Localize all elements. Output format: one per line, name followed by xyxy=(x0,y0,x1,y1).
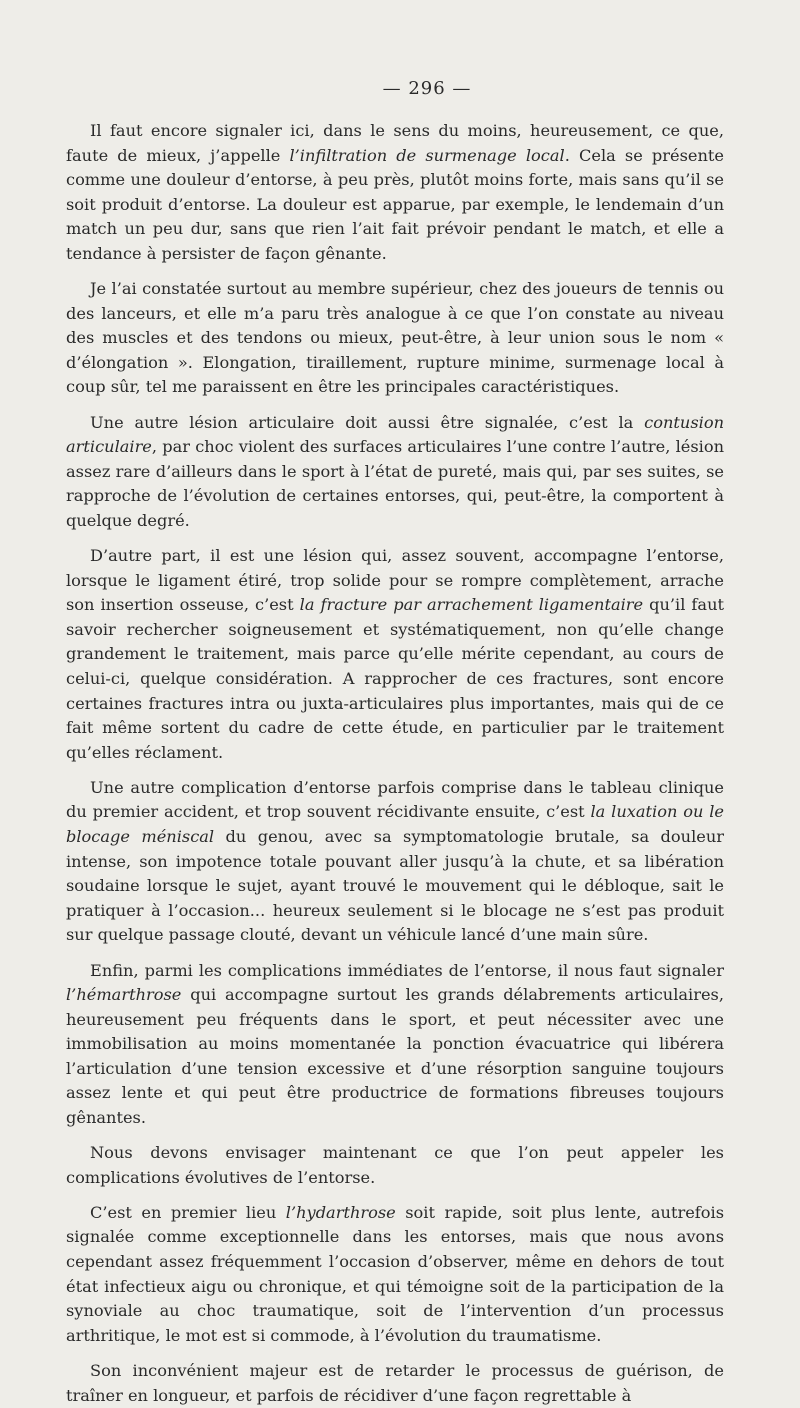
paragraph xyxy=(66,119,724,267)
paragraph xyxy=(66,776,724,948)
text-run: Il faut encore signaler ici, dans le sens du moins, heureusement, ce que, faute de mieux, j’appelle xyxy=(66,121,724,165)
text-run: soit rapide, soit plus lente, autrefois signalée comme exceptionnelle dans les entorses, mais que nous avons cependant assez fréquemment l’occasion d’observer, même en dehors de tout état infectieux aigu ou chronique, et qui témoigne soit de la participation de la synoviale au choc traumatique, soit de l’intervention d’un processus arthritique, le mot est si commode, à l’évolution du traumatisme. xyxy=(66,1202,724,1345)
text-run: qui accompagne surtout les grands délabrements articulaires, heureusement peu fréquents dans le sport, et peut nécessiter avec une immobilisation au moins momentanée la ponction évacuatrice qui libérera l’articulation d’une tension excessive et d’une résorption sanguine toujours assez lente et qui peut être productrice de formations fibreuses toujours gênantes. xyxy=(66,985,724,1128)
paragraph xyxy=(66,1201,724,1349)
paragraph xyxy=(66,411,724,534)
paragraph xyxy=(66,1141,724,1190)
text-run: D’autre part, il est une lésion qui, assez souvent, accompagne l’entorse, lorsque le ligament étiré, trop solide pour se rompre complètement, arrache son insertion osseuse, c’est xyxy=(66,546,724,615)
paragraph xyxy=(66,277,724,400)
italic-term: l’infiltration de surmenage local xyxy=(289,145,565,165)
text-run: qu’il faut savoir rechercher soigneusement et systématiquement, non qu’elle change grandement le traitement, mais parce qu’elle mérite cependant, au cours de celui-ci, quelque considération. A rapprocher de ces fractures, sont encore certaines fractures intra ou juxta-articulaires plus importantes, mais qui de ce fait même sortent du cadre de cette étude, en particulier par le traitement qu’elles réclament. xyxy=(66,595,724,762)
text-run: Une autre lésion articulaire doit aussi être signalée, c’est la xyxy=(90,412,645,432)
text-run: Son inconvénient majeur est de retarder le processus de guérison, de traîner en longueur, et parfois de récidiver d’une façon regrettable à xyxy=(66,1360,724,1405)
text-run: Une autre complication d’entorse parfois comprise dans le tableau clinique du premier accident, et trop souvent récidivante ensuite, c’est xyxy=(66,777,724,822)
text-run: , par choc violent des surfaces articulaires l’une contre l’autre, lésion assez rare d’ailleurs dans le sport à l’état de pureté, mais qui, par ses suites, se rapproche de l’évolution de certaines entorses, qui, peut-être, la comportent à quelque degré. xyxy=(66,437,724,530)
text-run: du genou, avec sa symptomatologie brutale, sa douleur intense, son impotence totale pouvant aller jusqu’à la chute, et sa libération soudaine lorsque le sujet, ayant trouvé le mouvement qui le débloque, sait le pratiquer à l’occasion... heureux seulement si le blocage ne s’est pas produit sur quelque passage clouté, devant un véhicule lancé d’une main sûre. xyxy=(66,827,724,945)
text-run: . Cela se présente comme une douleur d’entorse, à peu près, plutôt moins forte, mais sans qu’il se soit produit d’entorse. La douleur est apparue, par exemple, le lendemain d’un match un peu dur, sans que rien l’ait fait prévoir pendant le match, et elle a tendance à persister de façon gênante. xyxy=(66,145,724,263)
italic-term: l’hydarthrose xyxy=(285,1202,396,1222)
italic-term: la fracture par arrachement ligamentaire xyxy=(299,595,644,615)
italic-term: la luxation ou le blocage méniscal xyxy=(66,802,724,847)
paragraph xyxy=(66,1359,724,1408)
text-run: Nous devons envisager maintenant ce que l’on peut appeler les complications évolutives de l’entorse. xyxy=(66,1143,724,1187)
paragraph xyxy=(66,544,724,765)
text-run: Enfin, parmi les complications immédiates de l’entorse, il nous faut signaler xyxy=(90,960,724,980)
italic-term: l’hémarthrose xyxy=(66,985,182,1005)
italic-term: contusion articulaire xyxy=(66,412,724,457)
document-body xyxy=(66,119,724,1408)
paragraph xyxy=(66,959,724,1131)
text-run: Je l’ai constatée surtout au membre supérieur, chez des joueurs de tennis ou des lanceurs, et elle m’a paru très analogue à ce que l’on constate au niveau des muscles et des tendons ou mieux, peut-être, à leur union sous le nom « d’élongation ». Elongation, tiraillement, rupture minime, surmenage local à coup sûr, tel me paraissent en être les principales caractéristiques. xyxy=(66,279,724,397)
text-run: C’est en premier lieu xyxy=(90,1202,286,1222)
page-number: — 296 — xyxy=(382,78,472,99)
